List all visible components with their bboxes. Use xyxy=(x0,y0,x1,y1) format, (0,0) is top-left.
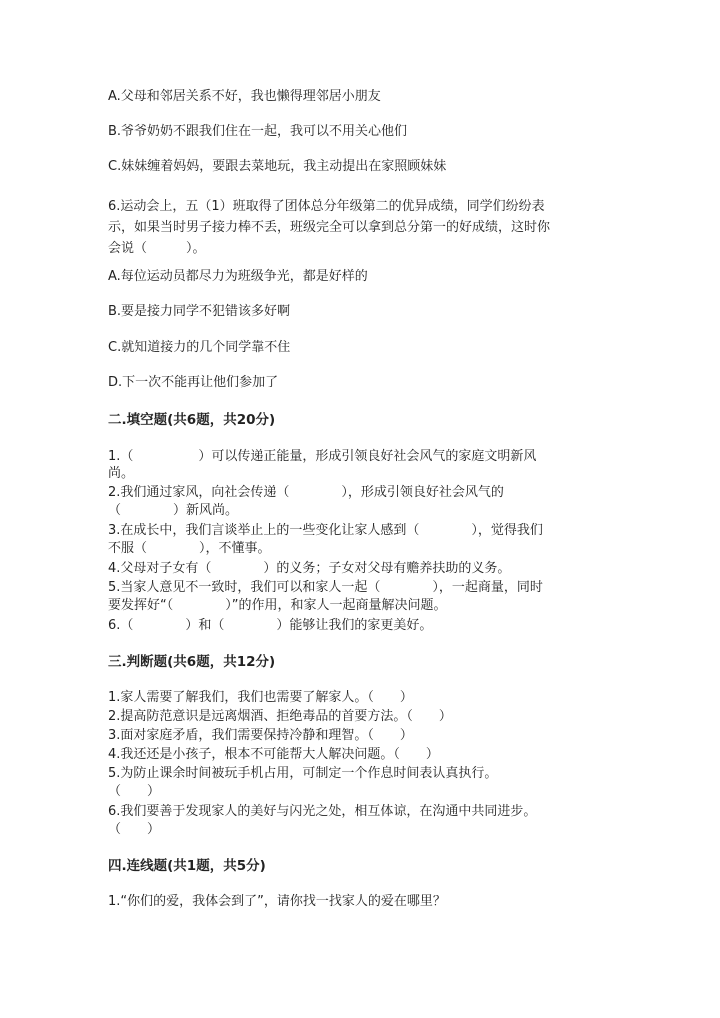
section-3-heading: 三.判断题(共6题，共12分) xyxy=(108,654,276,670)
q6-option-c: C.就知道接力的几个同学靠不住 xyxy=(108,340,291,355)
q5-option-c: C.妹妹缠着妈妈，要跟去菜地玩，我主动提出在家照顾妹妹 xyxy=(108,159,447,174)
q5-option-b: B.爷爷奶奶不跟我们住在一起，我可以不用关心他们 xyxy=(108,124,408,139)
section-4-heading: 四.连线题(共1题，共5分) xyxy=(108,858,266,874)
fill-q4: 4.父母对子女有（ ）的义务；子女对父母有赡养扶助的义务。 xyxy=(108,561,511,576)
q6-stem-line-1: 6.运动会上，五（1）班取得了团体总分年级第二的优异成绩，同学们纷纷表 xyxy=(108,199,545,214)
fill-q6: 6.（ ）和（ ）能够让我们的家更美好。 xyxy=(108,618,433,633)
q6-stem-line-3: 会说（ ）。 xyxy=(108,241,206,256)
match-q1: 1.“你们的爱，我体会到了”，请你找一找家人的爱在哪里？ xyxy=(108,894,446,909)
section-2-heading: 二.填空题(共6题，共20分) xyxy=(108,412,276,428)
q6-stem-line-2: 示，如果当时男子接力棒不丢，班级完全可以拿到总分第一的好成绩，这时你 xyxy=(108,220,551,235)
q6-option-d: D.下一次不能再让他们参加了 xyxy=(108,375,279,390)
q5-option-a: A.父母和邻居关系不好，我也懒得理邻居小朋友 xyxy=(108,89,381,104)
fill-q3-line-1: 3.在成长中，我们言谈举止上的一些变化让家人感到（ ），觉得我们 xyxy=(108,523,543,538)
judge-q3: 3.面对家庭矛盾，我们需要保持冷静和理智。（ ） xyxy=(108,728,413,743)
judge-q2: 2.提高防范意识是远离烟酒、拒绝毒品的首要方法。（ ） xyxy=(108,709,452,724)
judge-q1: 1.家人需要了解我们，我们也需要了解家人。（ ） xyxy=(108,690,413,705)
fill-q5-line-2: 要发挥好“（ ）”的作用，和家人一起商量解决问题。 xyxy=(108,598,447,613)
judge-q6-line-2: （ ） xyxy=(108,822,161,837)
q6-option-a: A.每位运动员都尽力为班级争光，都是好样的 xyxy=(108,269,368,284)
fill-q5-line-1: 5.当家人意见不一致时，我们可以和家人一起（ ），一起商量，同时 xyxy=(108,580,543,595)
fill-q1-line-1: 1.（ ）可以传递正能量，形成引领良好社会风气的家庭文明新风 xyxy=(108,449,537,464)
fill-q2-line-1: 2.我们通过家风，向社会传递（ ），形成引领良好社会风气的 xyxy=(108,485,504,500)
fill-q2-line-2: （ ）新风尚。 xyxy=(108,503,239,518)
fill-q1-line-2: 尚。 xyxy=(108,466,135,481)
judge-q4: 4.我还还是小孩子，根本不可能帮大人解决问题。（ ） xyxy=(108,747,439,762)
judge-q5-line-1: 5.为防止课余时间被玩手机占用，可制定一个作息时间表认真执行。 xyxy=(108,766,498,781)
judge-q6-line-1: 6.我们要善于发现家人的美好与闪光之处，相互体谅，在沟通中共同进步。 xyxy=(108,804,537,819)
fill-q3-line-2: 不服（ ），不懂事。 xyxy=(108,541,271,556)
judge-q5-line-2: （ ） xyxy=(108,784,161,799)
q6-option-b: B.要是接力同学不犯错该多好啊 xyxy=(108,304,291,319)
